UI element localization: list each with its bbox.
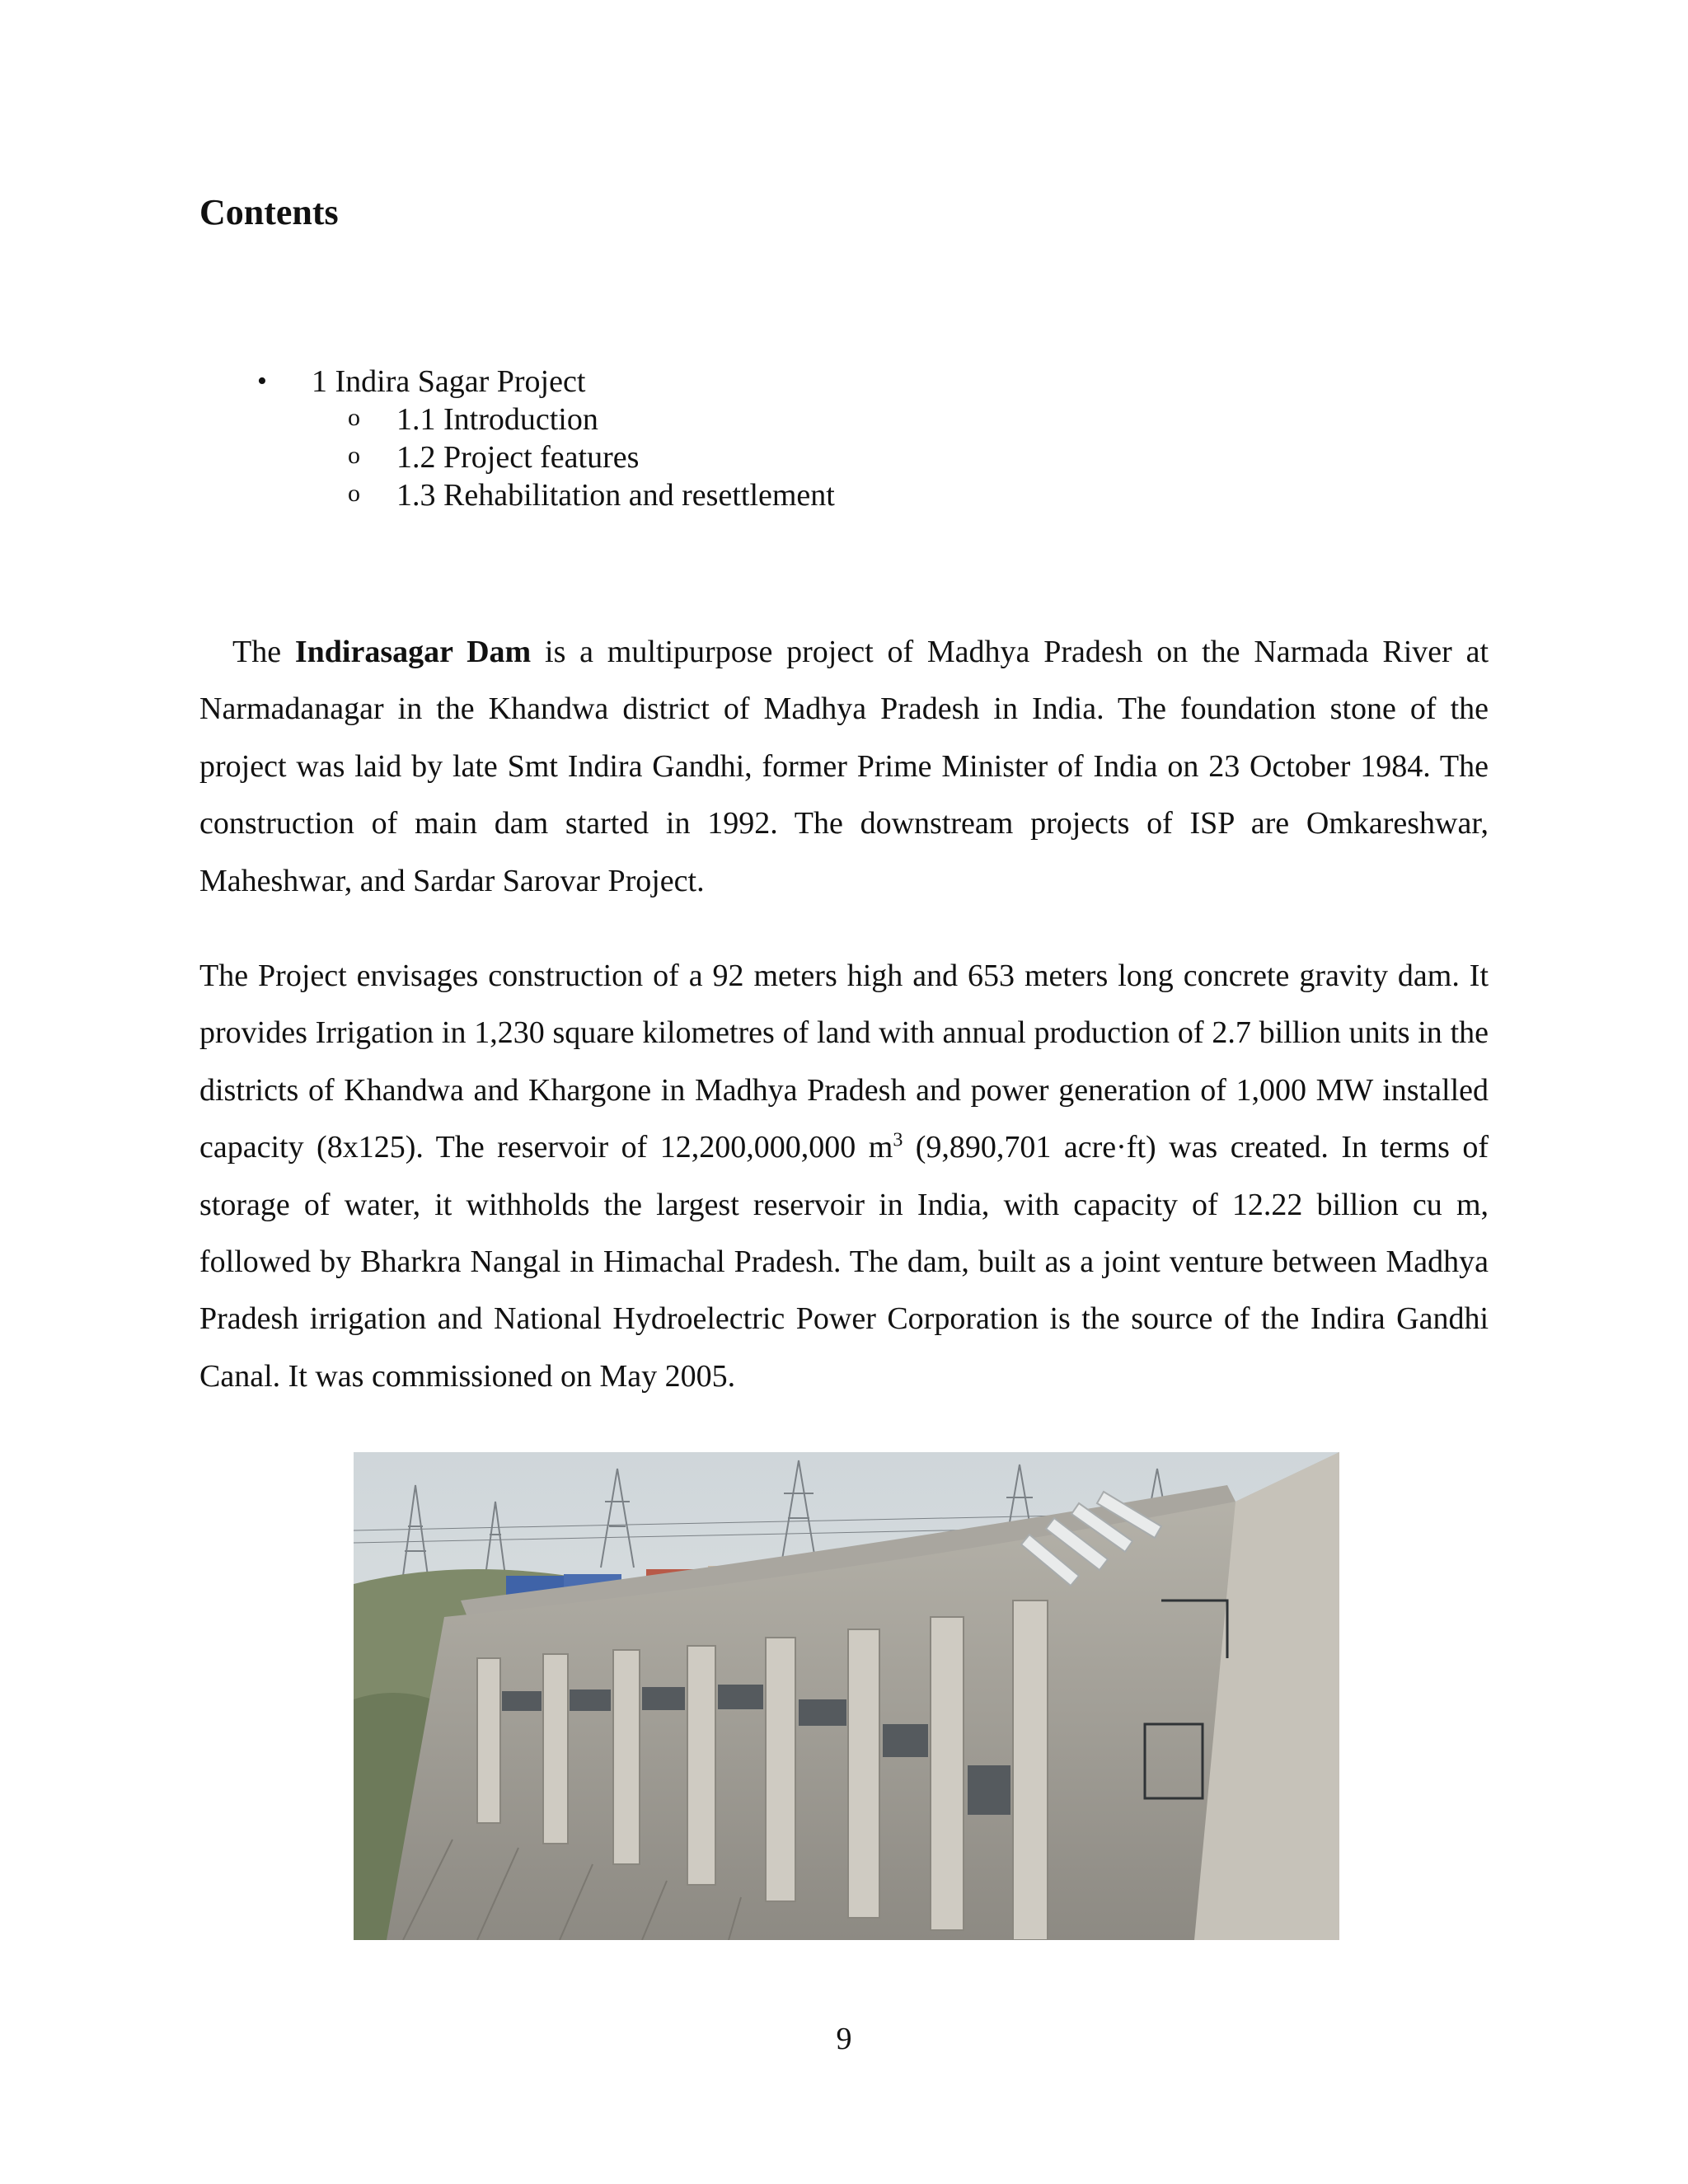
project-paragraph — [199, 948, 1489, 1405]
intro-paragraph — [199, 624, 1489, 910]
dam-name: Indirasagar Dam — [294, 635, 532, 669]
circle-bullet-icon: o — [348, 442, 360, 469]
page-number: 9 — [836, 2022, 852, 2056]
circle-bullet-icon: o — [348, 404, 360, 431]
dam-photo — [354, 1452, 1339, 1940]
circle-bullet-icon: o — [348, 480, 360, 507]
paragraph-text: is a multipurpose project of Madhya Pradesh on the Narmada River at Narmadanagar in the Khandwa district of Madhya Pradesh in India. The foundation stone of the project was laid by late Smt Indira Gandhi, former Prime Minister of India on 23 October 1984. The construction of main dam started in 1992. The downstream projects of ISP are Omkareshwar, Maheshwar, and Sardar Sarovar Project. — [199, 635, 1489, 898]
toc-item-label: 1.2 Project features — [396, 440, 640, 475]
bullet-icon: • — [257, 366, 267, 396]
paragraph-text: (9,890,701 acre·ft) was created. In terms of storage of water, it withholds the largest reservoir in India, with capacity of 12.22 billion cu m, followed by Bharkra Nangal in Himachal Pradesh. The dam, built as a joint venture between Madhya Pradesh irrigation and National Hydroelectric Power Corporation is the source of the Indira Gandhi Canal. It was commissioned on May 2005. — [199, 1130, 1489, 1394]
page-title: Contents — [199, 192, 339, 232]
paragraph-text: The — [232, 635, 295, 669]
paragraph-text: The Project envisages construction of a 92 meters high and 653 meters long concrete gravity dam. It provides Irrigation in 1,230 square kilometres of land with annual production of 2.7 billion units in the districts of Khandwa and Khargone in Madhya Pradesh and power generation of 1,000 MW installed capacity (8x125). The reservoir of 12,200,000,000 m — [199, 958, 1489, 1165]
toc-item-label: 1.1 Introduction — [396, 402, 598, 437]
toc-item-label: 1 Indira Sagar Project — [312, 364, 586, 399]
superscript: 3 — [893, 1129, 903, 1151]
toc-item-label: 1.3 Rehabilitation and resettlement — [396, 478, 835, 513]
